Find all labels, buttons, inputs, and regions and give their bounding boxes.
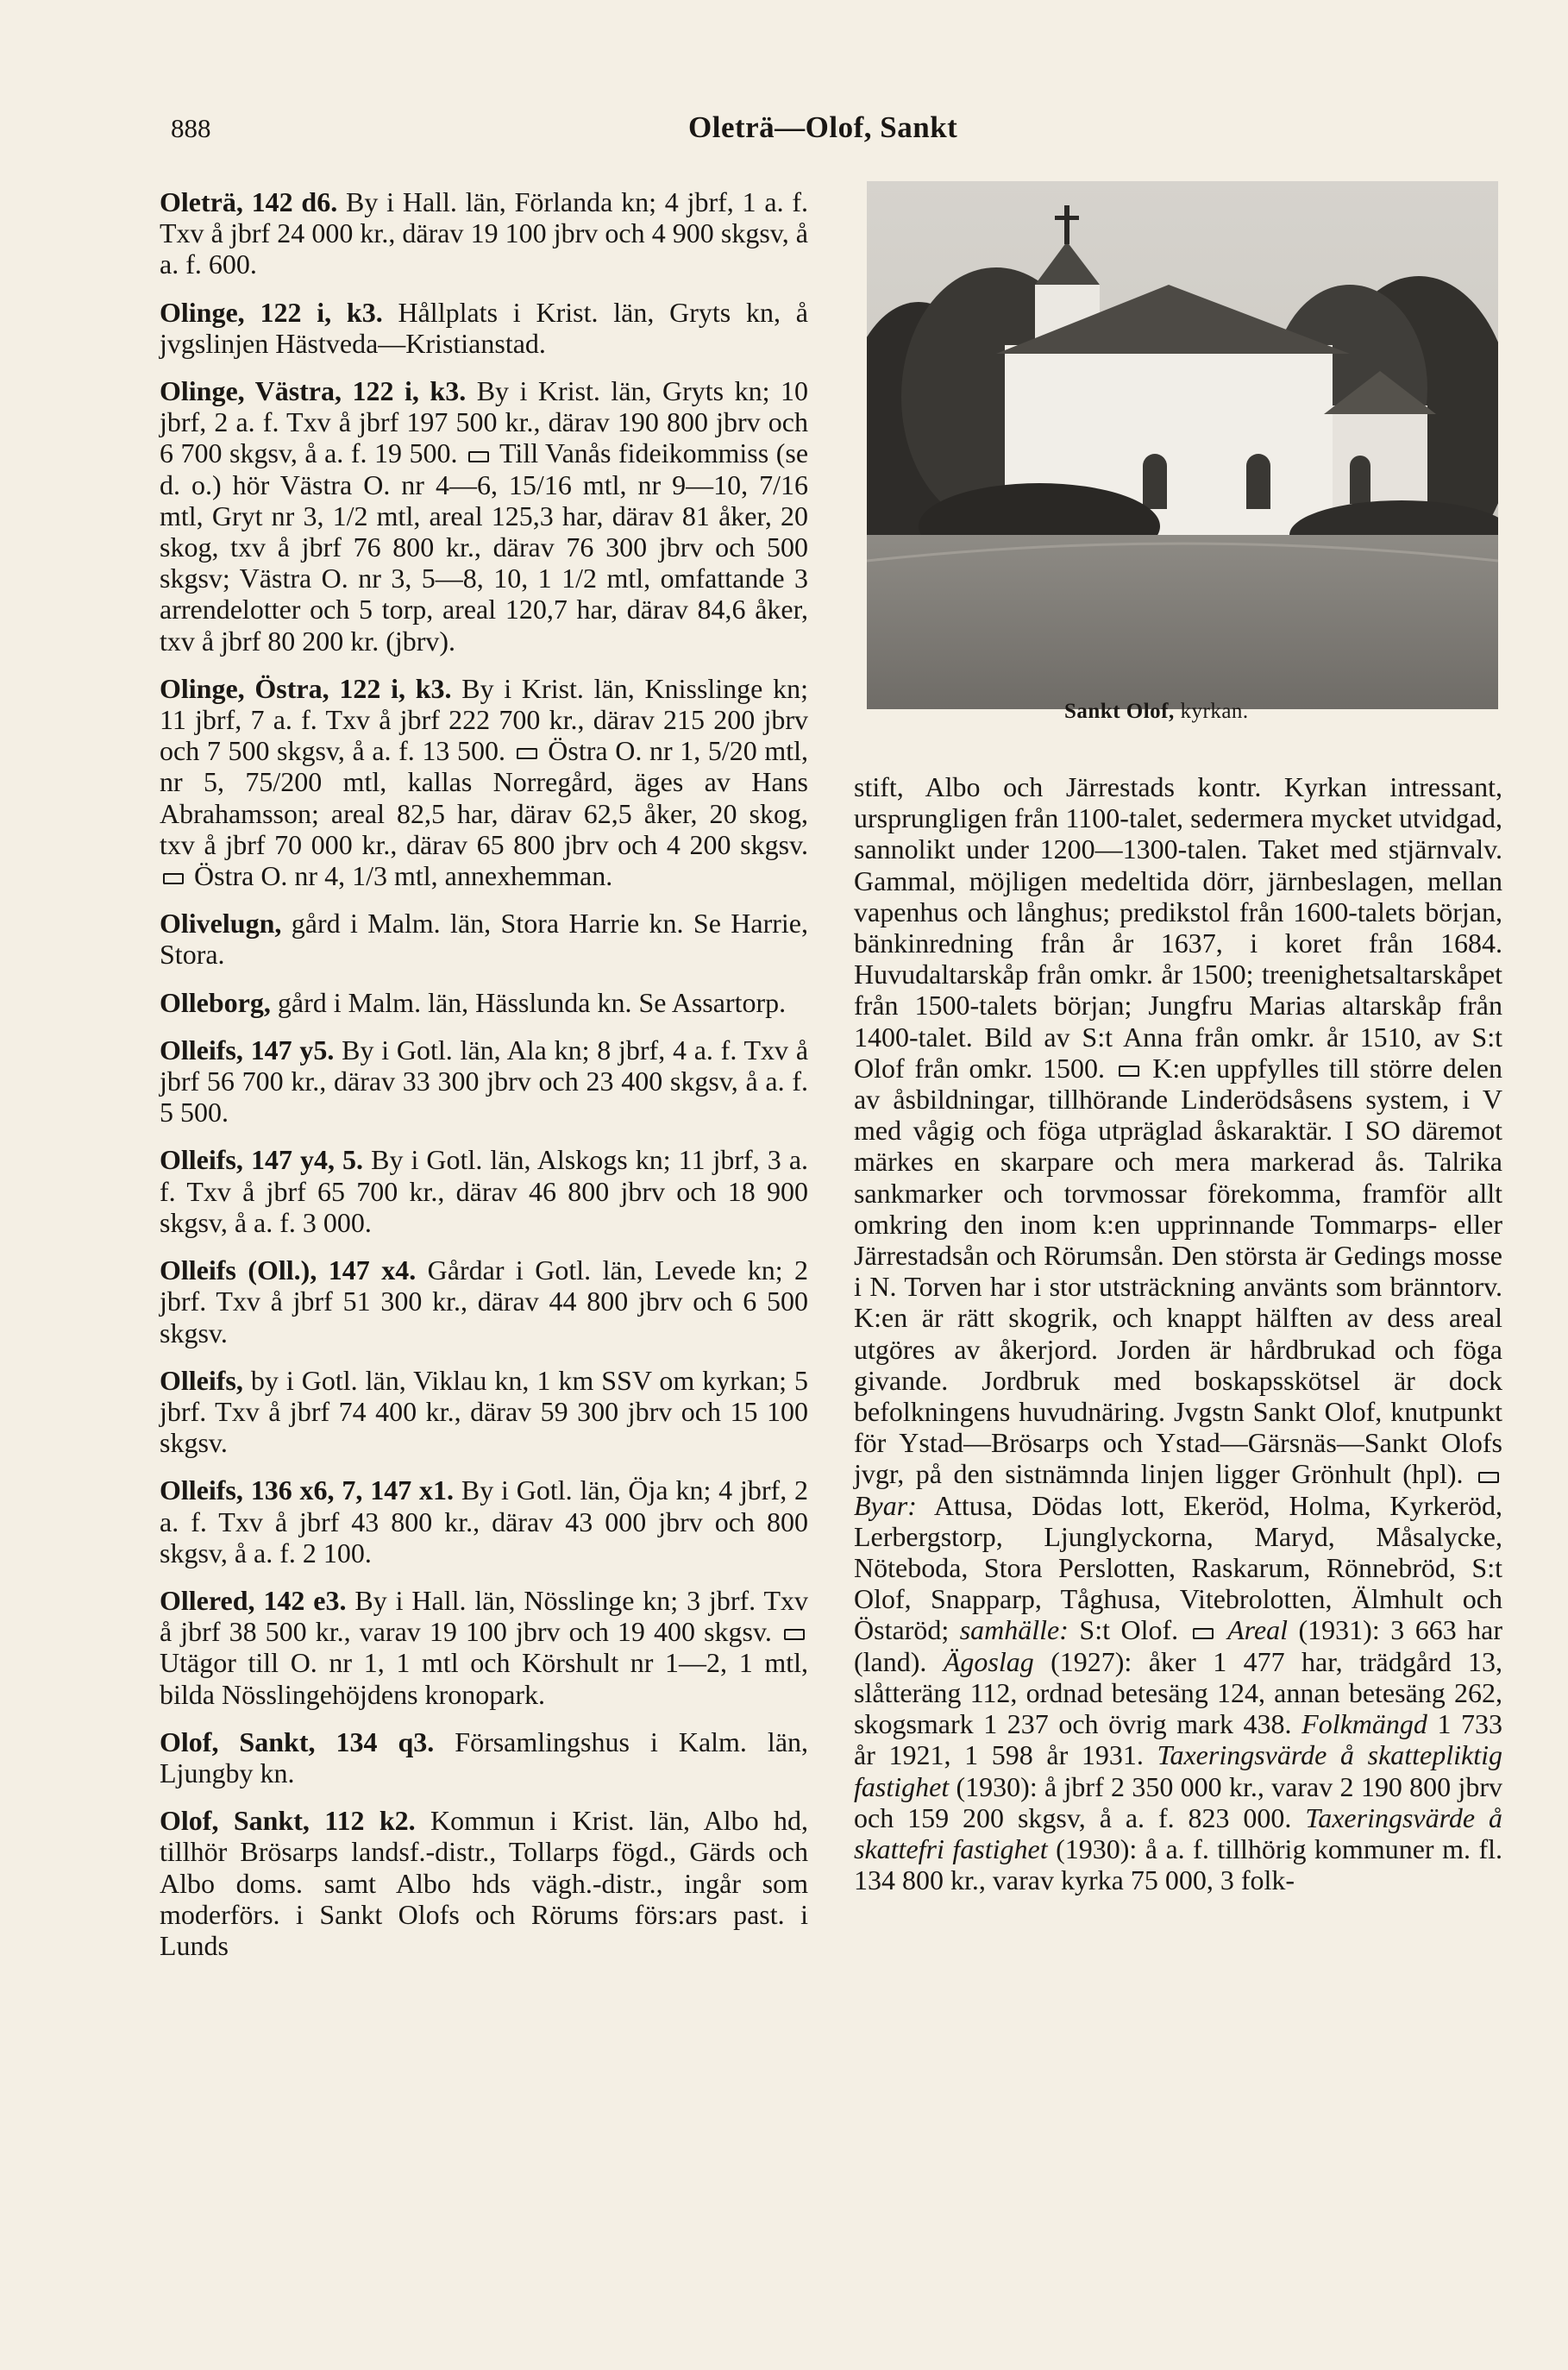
entry-map-ref: 142 d6. [251, 186, 338, 217]
text-run: (1927): åker 1 477 har, trädgård 13, slåtteräng 112, ordnad betesäng 124, annan betesäng 262, skogsmark 1 237 och övrig mark 438. [854, 1645, 1502, 1740]
entry-map-ref: 134 q3. [336, 1726, 435, 1757]
caption-title: Sankt Olof, [1064, 700, 1175, 723]
gazetteer-entry [160, 987, 808, 1018]
photo-caption [1064, 700, 1249, 724]
label-samhalle: samhälle: [959, 1614, 1069, 1646]
gazetteer-entry [160, 1144, 808, 1238]
text-run: stift, Albo och Järrestads kontr. Kyrkan intressant, ursprungligen från 1100-talet, sedermera mycket utvidgad, sannolikt under 1200—1300-talen. Taket med stjärnvalv. Gammal, möjligen medeltida dörr, järnbeslagen, mellan vapenhus och långhus; predikstol från 1600-talets början, bänkinredning från år 1637, i koret från 1684. Huvudaltarskåp från omkr. år 1500; treenighetsaltarskåpet från 1500-talets början; Jungfru Marias altarskåp från 1400-talet. Bild av S:t Anna från omkr. år 1510, av S:t Olof från omkr. 1500. [854, 771, 1502, 1084]
text-run: (1930): å a. f. tillhörig kommuner m. fl. 134 800 kr., varav kyrka 75 000, 3 folk- [854, 1833, 1503, 1896]
right-column [854, 771, 1502, 1895]
entry-text: gård i Malm. län, Hässlunda kn. Se Assartorp. [270, 986, 787, 1018]
section-mark-icon [1119, 1066, 1139, 1077]
entry-text: By i Gotl. län, Öja kn; 4 jbrf, 2 a. f. Txv å jbrf 43 800 kr., därav 43 000 jbrv och 800 skgsv, å a. f. 2 100. [160, 1474, 809, 1568]
entry-text: Till Vanås fideikommiss (se d. o.) hör Västra O. nr 4—6, 15/16 mtl, nr 9—10, 7/16 mtl, Gryt nr 3, 1/2 mtl, areal 125,3 har, därav 81 åker, 20 skog, txv å jbrf 76 800 kr., därav 76 300 jbrv och 500 skgsv; Västra O. nr 3, 5—8, 10, 1 1/2 mtl, omfattande 3 arrendelotter och 5 torp, areal 120,7 har, därav 84,6 åker, txv å jbrf 80 200 kr. (jbrv). [160, 437, 809, 657]
entry-headword: Olleborg, [160, 986, 271, 1018]
entry-text: By i Gotl. län, Ala kn; 8 jbrf, 4 a. f. Txv å jbrf 56 700 kr., därav 33 300 jbrv och 23 400 skgsv, å a. f. 5 500. [160, 1034, 809, 1128]
entry-headword: Olinge, Västra, [160, 375, 342, 407]
gazetteer-entry [160, 375, 808, 657]
left-column [160, 186, 808, 1977]
entry-text: By i Hall. län, Förlanda kn; 4 jbrf, 1 a. f. Txv å jbrf 24 000 kr., därav 19 100 jbrv och 4 900 skgsv, å a. f. 600. [160, 186, 809, 280]
gazetteer-entry [160, 186, 808, 280]
gazetteer-entry [160, 1254, 808, 1348]
label-folkmangd: Folkmängd [1301, 1708, 1427, 1740]
label-agoslag: Ägoslag [943, 1645, 1034, 1677]
entry-text: Östra O. nr 4, 1/3 mtl, annexhemman. [187, 860, 613, 892]
right-paragraph [854, 771, 1502, 1895]
church-photo [867, 181, 1498, 709]
section-mark-icon [517, 748, 537, 759]
section-mark-icon [163, 873, 184, 884]
gazetteer-entry [160, 1365, 808, 1459]
running-head: Oleträ—Olof, Sankt [688, 110, 958, 144]
gazetteer-entry [160, 908, 808, 970]
gazetteer-entry [160, 1474, 808, 1568]
gazetteer-entry [160, 1726, 808, 1789]
text-run: (1930): å jbrf 2 350 000 kr., varav 2 190 800 jbrv och 159 200 skgsv, å a. f. 823 000. [854, 1770, 1502, 1833]
entry-map-ref: 122 i, k3. [260, 296, 383, 328]
entry-headword: Olleifs, [160, 1364, 243, 1396]
entry-map-ref: (Oll.), 147 x4. [248, 1254, 417, 1286]
entry-text: By i Hall. län, Nösslinge kn; 3 jbrf. Txv å jbrf 38 500 kr., varav 19 100 jbrv och 19 400 skgsv. [160, 1584, 809, 1648]
gazetteer-entry [160, 1805, 808, 1961]
gazetteer-entry [160, 297, 808, 359]
entry-map-ref: 136 x6, 7, 147 x1. [250, 1474, 455, 1506]
gazetteer-entry [160, 1585, 808, 1710]
page-number: 888 [171, 113, 211, 143]
entry-text: gård i Malm. län, Stora Harrie kn. Se Harrie, Stora. [160, 908, 808, 971]
caption-rest: kyrkan. [1174, 700, 1249, 723]
entry-map-ref: 122 i, k3. [339, 672, 452, 704]
text-run: Attusa, Dödas lott, Ekeröd, Holma, Kyrkeröd, Lerbergstorp, Ljunglyckorna, Maryd, Måsalycke, Nöteboda, Stora Perslotten, Raskarum, Rönnebröd, S:t Olof, Snapparp, Tåghusa, Vitebrolotten, Älmhult och Östaröd; [854, 1489, 1502, 1646]
entry-map-ref: 122 i, k3. [352, 375, 467, 407]
entry-headword: Olivelugn, [160, 908, 282, 940]
text-run: 1 733 år 1921, 1 598 år 1931. [854, 1708, 1503, 1771]
entry-text: Utägor till O. nr 1, 1 mtl och Körshult nr 1—2, 1 mtl, bilda Nösslingehöjdens kronopark. [160, 1647, 808, 1710]
entry-map-ref: 147 y5. [250, 1034, 335, 1066]
entry-text: By i Krist. län, Gryts kn; 10 jbrf, 2 a. f. Txv å jbrf 197 500 kr., därav 190 800 jbrv och 6 700 skgsv, å a. f. 19 500. [160, 375, 809, 469]
label-tax-skattepliktig: Taxeringsvärde å skattepliktig fastighet [854, 1739, 1503, 1802]
entry-text: Hållplats i Krist. län, Gryts kn, å jvgslinjen Hästveda—Kristianstad. [160, 296, 808, 359]
entry-text: Östra O. nr 1, 5/20 mtl, nr 5, 75/200 mtl, kallas Norregård, äges av Hans Abrahamsson; areal 82,5 har, därav 62,5 åker, 20 skog, txv å jbrf 70 000 kr., därav 65 800 jbrv och 4 200 skgsv. [160, 735, 809, 860]
entry-headword: Ollered, [160, 1584, 255, 1616]
entry-headword: Olinge, [160, 296, 245, 328]
text-run: K:en uppfylles till större delen av åsbildningar, tillhörande Linderödsåsens system, i V med vågig och föga utpräglad åskaraktär. I SO däremot märkes en skarpare och mera markerad ås. Talrika sankmarker och torvmossar förekomma, framför allt omkring den inom k:en upprinnande Tommarps- eller Järrestadsån och Rörumsån. Den största är Gedings mosse i N. Torven har i stor utsträckning använts som bränntorv. K:en är rätt skogrik, och knappt hälften av dess areal utgöres av åkerjord. Jorden är hårdbrukad och föga givande. Jordbruk med boskapsskötsel är dock befolkningens huvudnäring. Jvgstn Sankt Olof, knutpunkt för Ystad—Brösarps och Ystad—Gärsnäs—Sankt Olofs jvgr, på den sistnämnda linjen ligger Grönhult (hpl). [854, 1052, 1503, 1490]
entry-text: Församlingshus i Kalm. län, Ljungby kn. [160, 1726, 809, 1789]
entry-headword: Olof, Sankt, [160, 1805, 310, 1837]
section-mark-icon [1478, 1472, 1499, 1483]
gazetteer-entry [160, 1034, 808, 1128]
entry-text: Gårdar i Gotl. län, Levede kn; 2 jbrf. Txv å jbrf 51 300 kr., därav 44 800 jbrv och 6 500 skgsv. [160, 1254, 809, 1348]
gazetteer-entry [160, 673, 808, 891]
entry-headword: Olleifs, [160, 1034, 243, 1066]
entry-map-ref: 142 e3. [263, 1584, 347, 1616]
section-mark-icon [784, 1629, 805, 1640]
entry-map-ref: 112 k2. [324, 1805, 416, 1837]
text-run: (1931): 3 663 har (land). [854, 1614, 1503, 1677]
entry-headword: Oleträ, [160, 186, 243, 217]
entry-headword: Olleifs, [160, 1144, 243, 1176]
section-mark-icon [468, 451, 489, 462]
entry-headword: Olleifs [160, 1254, 236, 1286]
entry-headword: Olleifs, [160, 1474, 243, 1506]
entry-text: By i Krist. län, Knisslinge kn; 11 jbrf, 7 a. f. Txv å jbrf 222 700 kr., därav 215 200 jbrv och 7 500 skgsv, å a. f. 13 500. [160, 672, 809, 767]
entry-map-ref: 147 y4, 5. [250, 1144, 364, 1176]
label-byar: Byar: [854, 1489, 917, 1521]
section-mark-icon [1193, 1628, 1214, 1639]
text-run: S:t Olof. [1068, 1614, 1179, 1646]
label-tax-skattefri: Taxeringsvärde å skattefri fastighet [854, 1801, 1503, 1864]
entry-headword: Olinge, Östra, [160, 672, 329, 704]
entry-text: by i Gotl. län, Viklau kn, 1 km SSV om kyrkan; 5 jbrf. Txv å jbrf 74 400 kr., därav 59 300 jbrv och 15 100 skgsv. [160, 1364, 808, 1459]
entry-text: By i Gotl. län, Alskogs kn; 11 jbrf, 3 a. f. Txv å jbrf 65 700 kr., därav 46 800 jbrv och 18 900 skgsv, å a. f. 3 000. [160, 1144, 809, 1238]
entry-text: Kommun i Krist. län, Albo hd, tillhör Brösarps landsf.-distr., Tollarps fögd., Gärds och Albo doms. samt Albo hds vägh.-distr., ingår som moderförs. i Sankt Olofs och Rörums förs:ars past. i Lunds [160, 1805, 808, 1961]
label-areal: Areal [1227, 1614, 1289, 1646]
entry-headword: Olof, Sankt, [160, 1726, 316, 1757]
